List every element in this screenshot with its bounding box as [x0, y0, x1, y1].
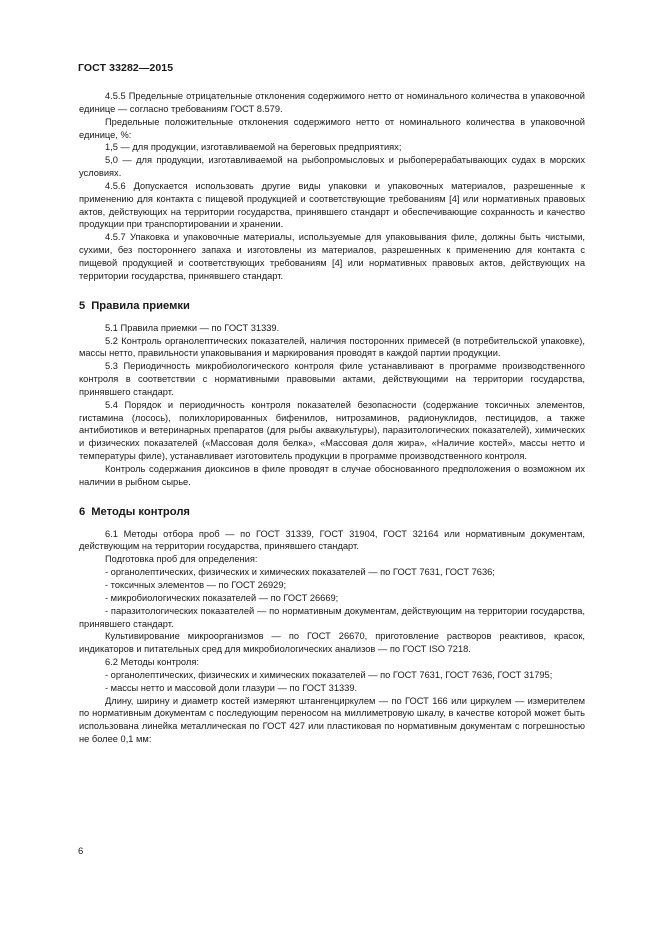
- list-item: - паразитологических показателей — по нормативным документам, действующим на территории государства, принявшего стандарт.: [79, 605, 585, 629]
- paragraph: Контроль содержания диоксинов в филе проводят в случае обоснованного предположения о возможном их наличии в рыбном сырье.: [79, 463, 585, 487]
- document-code-header: ГОСТ 33282—2015: [78, 62, 174, 74]
- paragraph: 1,5 — для продукции, изготавливаемой на береговых предприятиях;: [105, 142, 402, 153]
- section-heading-6: [79, 505, 585, 519]
- paragraph-4-5-7: 4.5.7 Упаковка и упаковочные материалы, используемые для упаковывания филе, должны быть чистыми, сухими, без постороннего запаха и изготовлены из материалов, разрешенных к применению для контакта с пищевой продукцией и соответствующих требованиям [4] или нормативных правовых актов, действующих на территории государства, принявшего стандарт.: [79, 232, 585, 281]
- paragraph-4-5-5: 4.5.5 Предельные отрицательные отклонения содержимого нетто от номинального количества в упаковочной единице — согласно требованиям ГОСТ 8.579.: [79, 91, 585, 114]
- paragraph: 5,0 — для продукции, изготавливаемой на рыбопромысловых и рыбоперерабатывающих судах в морских условиях.: [79, 155, 585, 179]
- paragraph-5-2: 5.2 Контроль органолептических показателей, наличия посторонних примесей (в потребительской упаковке), массы нетто, правильности упаковывания и маркирования проводят в каждой партии продукции.: [79, 335, 585, 359]
- list-item: - органолептических, физических и химических показателей — по ГОСТ 7631, ГОСТ 7636;: [105, 567, 495, 578]
- paragraph-4-5-6: 4.5.6 Допускается использовать другие виды упаковки и упаковочных материалов, разрешенные к применению для контакта с пищевой продукцией и соответствующие требованиям [4] или нормативных правовых актов, действующих на территории государства, принявшего стандарт и обеспечивающие сохранность и качество продукции при транспортировании и хранении.: [79, 180, 585, 230]
- paragraph-5-1: 5.1 Правила приемки — по ГОСТ 31339.: [105, 322, 280, 333]
- paragraph-6-2: 6.2 Методы контроля:: [105, 657, 199, 668]
- list-item: - органолептических, физических и химических показателей — по ГОСТ 7631, ГОСТ 7636, ГОСТ 31795;: [105, 669, 553, 680]
- section-heading-5: [79, 299, 585, 313]
- section-number: 5: [79, 299, 86, 312]
- page-body: [79, 90, 585, 746]
- list-item: - массы нетто и массовой доли глазури — по ГОСТ 31339.: [105, 682, 358, 693]
- paragraph: Предельные положительные отклонения содержимого нетто от номинального количества в упаковочной единице, %:: [79, 116, 585, 140]
- page-number: 6: [78, 846, 84, 857]
- paragraph-6-1: 6.1 Методы отбора проб — по ГОСТ 31339, ГОСТ 31904, ГОСТ 32164 или нормативным документам, действующим на территории государства, принявшего стандарт.: [79, 528, 585, 552]
- paragraph-5-3: 5.3 Периодичность микробиологического контроля филе устанавливают в программе производственного контроля в соответствии с нормативными правовыми актами, действующими на территории государства, принявшего стандарт.: [79, 361, 585, 397]
- paragraph: Культивирование микроорганизмов — по ГОСТ 26670, приготовление растворов реактивов, красок, индикаторов и питательных сред для микробиологических анализов — по ГОСТ ISO 7218.: [79, 631, 585, 655]
- section-title: Правила приемки: [91, 299, 190, 312]
- paragraph: Длину, ширину и диаметр костей измеряют штангенциркулем — по ГОСТ 166 или циркулем — измерителем по нормативным документам с последующим переносом на миллиметровую шкалу, в качестве которой может быть использована линейка металлическая по ГОСТ 427 или пластиковая по нормативным документам с погрешностью не более 0,1 мм:: [79, 695, 585, 745]
- list-item: - токсичных элементов — по ГОСТ 26929;: [105, 580, 287, 590]
- paragraph: Подготовка проб для определения:: [105, 554, 258, 565]
- section-title: Методы контроля: [91, 505, 190, 518]
- paragraph-5-4: 5.4 Порядок и периодичность контроля показателей безопасности (содержание токсичных элементов, гистамина (лосось), полихлорированных бифенилов, нитрозаминов, радионуклидов, пестицидов, а также антибиотиков и ветеринарных препаратов (для рыбы аквакультуры), паразитологических показателей), химических и физических показателей («Массовая доля белка», «Массовая доля жира», «Наличие костей», массы нетто и температуры филе), устанавливает изготовитель продукции в программе производственного контроля.: [79, 399, 585, 462]
- list-item: - микробиологических показателей — по ГОСТ 26669;: [105, 592, 339, 603]
- section-number: 6: [79, 505, 86, 518]
